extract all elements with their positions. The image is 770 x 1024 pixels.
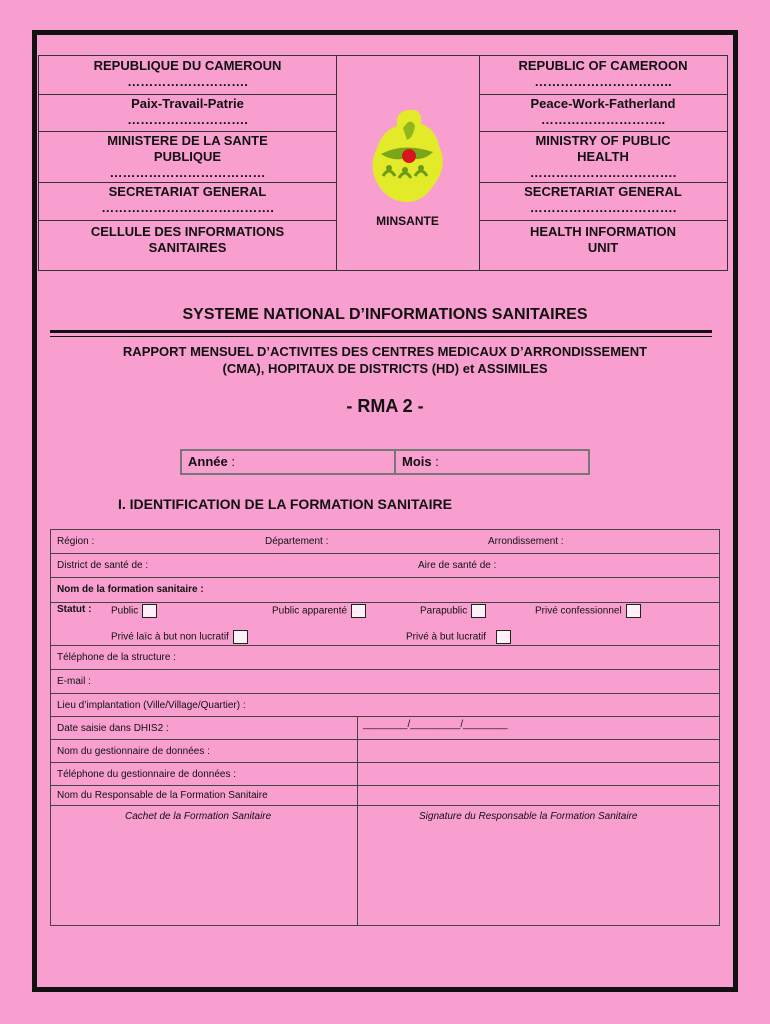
arrondissement-field[interactable]: Arrondissement :: [488, 536, 564, 547]
header-en-dots: ………………………..: [540, 112, 666, 127]
status-prive-laic-label: Privé laïc à but non lucratif: [111, 631, 229, 643]
month-label: Mois: [402, 454, 432, 469]
header-fr-dots: ……………………….: [127, 112, 248, 127]
gestionnaire-tel-label: Téléphone du gestionnaire de données :: [57, 769, 237, 780]
row-location: [51, 530, 719, 554]
header-en-dots: …………………………..: [534, 74, 672, 89]
header-en-unit: HEALTH INFORMATION UNIT: [529, 224, 677, 255]
status-prive-confessionnel-option[interactable]: [535, 604, 641, 618]
header-en-country-cell: [479, 56, 727, 95]
row-lieu: [51, 694, 719, 717]
period-box: [180, 449, 590, 475]
responsable-nom-label: Nom du Responsable de la Formation Sanitaire: [57, 790, 268, 801]
status-public-option[interactable]: [111, 604, 157, 618]
signature-label: Signature du Responsable la Formation Sanitaire: [419, 811, 638, 822]
formation-name-field[interactable]: Nom de la formation sanitaire :: [57, 584, 204, 595]
header-english-column: [479, 56, 727, 270]
row-gestionnaire-tel: [51, 763, 719, 786]
header-fr-unit-cell: [39, 220, 336, 270]
header-fr-dots: ………………………………….: [101, 200, 274, 215]
email-field[interactable]: E-mail :: [57, 676, 91, 687]
report-title-line1: RAPPORT MENSUEL D’ACTIVITES DES CENTRES MEDICAUX D’ARRONDISSEMENT: [122, 344, 648, 359]
month-field[interactable]: [396, 451, 588, 473]
header-fr-ministry: MINISTERE DE LA SANTE PUBLIQUE: [107, 133, 268, 164]
header-fr-dots: ………………………………: [109, 165, 266, 180]
identification-form: [50, 529, 720, 926]
header-en-secretariat-cell: [479, 182, 727, 221]
status-public-apparente-label: Public apparenté: [272, 605, 348, 617]
status-public-checkbox[interactable]: [142, 604, 157, 618]
status-prive-lucratif-checkbox[interactable]: [496, 630, 511, 644]
status-public-apparente-checkbox[interactable]: [351, 604, 366, 618]
header-fr-motto-cell: [39, 94, 336, 132]
header-logo-column: [336, 56, 480, 270]
row-responsable: [51, 786, 719, 806]
report-title: [40, 343, 730, 377]
status-parapublic-label: Parapublic: [420, 605, 468, 617]
section-identification-title: I. IDENTIFICATION DE LA FORMATION SANITAIRE: [118, 496, 452, 512]
header-fr-unit: CELLULE DES INFORMATIONS SANITAIRES: [90, 224, 285, 255]
status-divider: [51, 602, 719, 603]
year-sep: :: [227, 454, 235, 469]
status-parapublic-option[interactable]: [420, 604, 486, 618]
date-dhis2-field[interactable]: ________/_________/________: [363, 719, 508, 730]
status-prive-laic-checkbox[interactable]: [233, 630, 248, 644]
header-french-column: [39, 56, 337, 270]
gestionnaire-nom-label: Nom du gestionnaire de données :: [57, 746, 210, 757]
header-fr-country: REPUBLIQUE DU CAMEROUN: [93, 58, 282, 73]
header-en-ministry-cell: [479, 131, 727, 183]
date-dhis2-label: Date saisie dans DHIS2 :: [57, 723, 169, 734]
lieu-field[interactable]: Lieu d’implantation (Ville/Village/Quartier) :: [57, 700, 246, 711]
signature-area[interactable]: [358, 806, 719, 925]
header-fr-dots: ……………………….: [127, 74, 248, 89]
status-prive-laic-option[interactable]: [111, 630, 248, 644]
minsante-emblem-icon: [363, 106, 453, 206]
status-prive-lucratif-label: Privé à but lucratif: [406, 631, 487, 643]
header-fr-motto: Paix-Travail-Patrie: [131, 96, 244, 111]
header-en-country: REPUBLIC OF CAMEROON: [518, 58, 688, 73]
logo-label: MINSANTE: [376, 214, 439, 228]
header-en-ministry: MINISTRY OF PUBLIC HEALTH: [535, 133, 671, 164]
region-field[interactable]: Région :: [57, 536, 95, 547]
header-en-unit-cell: [479, 220, 727, 270]
aire-field[interactable]: Aire de santé de :: [418, 560, 497, 571]
header-en-motto: Peace-Work-Fatherland: [530, 96, 676, 111]
row-gestionnaire-nom: [51, 740, 719, 763]
row-formation: [51, 578, 719, 646]
header-fr-ministry-cell: [39, 131, 336, 183]
year-field[interactable]: [182, 451, 396, 473]
departement-field[interactable]: Département :: [265, 536, 329, 547]
status-parapublic-checkbox[interactable]: [471, 604, 486, 618]
header-fr-secretariat: SECRETARIAT GENERAL: [108, 184, 267, 199]
header-table: [38, 55, 728, 271]
header-fr-country-cell: [39, 56, 336, 95]
row-district: [51, 554, 719, 578]
report-title-line2: (CMA), HOPITAUX DE DISTRICTS (HD) et ASSIMILES: [222, 361, 548, 376]
minsante-logo: [336, 106, 479, 211]
row-date-dhis2: [51, 717, 719, 740]
title-rule-thick: [50, 330, 712, 333]
status-prive-confessionnel-label: Privé confessionnel: [535, 605, 622, 617]
status-public-label: Public: [111, 605, 139, 617]
cachet-label: Cachet de la Formation Sanitaire: [125, 811, 272, 822]
status-public-apparente-option[interactable]: [272, 604, 366, 618]
month-sep: :: [431, 454, 439, 469]
header-en-secretariat: SECRETARIAT GENERAL: [524, 184, 682, 199]
title-rule-thin: [50, 336, 712, 337]
header-en-motto-cell: [479, 94, 727, 132]
status-prive-confessionnel-checkbox[interactable]: [626, 604, 641, 618]
header-fr-secretariat-cell: [39, 182, 336, 221]
district-field[interactable]: District de santé de :: [57, 560, 149, 571]
row-email: [51, 670, 719, 694]
header-en-dots: …………………………….: [529, 165, 677, 180]
header-en-dots: …………………………….: [529, 200, 677, 215]
cachet-area[interactable]: [51, 806, 357, 925]
year-label: Année: [188, 454, 228, 469]
row-telephone: [51, 646, 719, 670]
status-prive-lucratif-option[interactable]: [406, 630, 511, 644]
system-title: SYSTEME NATIONAL D’INFORMATIONS SANITAIRES: [182, 306, 588, 323]
status-label: Statut :: [57, 604, 92, 615]
form-code: - RMA 2 -: [346, 396, 424, 416]
telephone-field[interactable]: Téléphone de la structure :: [57, 652, 176, 663]
